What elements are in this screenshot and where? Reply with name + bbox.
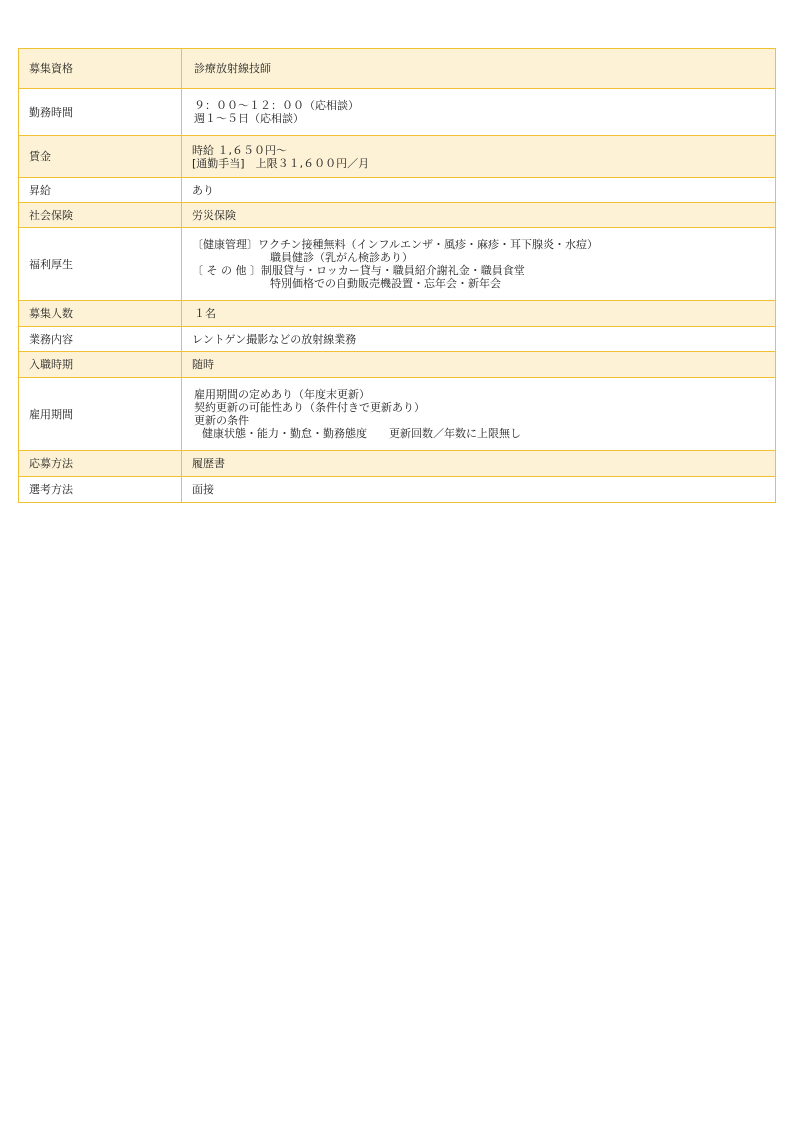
benefit-item: 制服貸与・ロッカー貸与・職員紹介謝礼金・職員食堂: [261, 264, 525, 277]
table-row-employment-period: [19, 378, 776, 451]
row-label: 賃金: [19, 136, 182, 178]
table-row-application-method: [19, 451, 776, 477]
row-value: [182, 89, 776, 136]
value-line: ９：００～１２：００（応相談）: [194, 99, 359, 112]
table-row-qualification: [19, 49, 776, 89]
row-value: [182, 136, 776, 178]
row-value: [182, 477, 776, 503]
value-line: 随時: [192, 358, 214, 371]
table-row-selection-method: [19, 477, 776, 503]
value-line: 契約更新の可能性あり（条件付きで更新あり）: [194, 401, 425, 414]
value-line: [通勤手当] 上限３１,６００円／月: [192, 156, 370, 170]
row-label: 福利厚生: [19, 228, 182, 301]
benefit-item: ワクチン接種無料（インフルエンザ・風疹・麻疹・耳下腺炎・水痘）: [258, 238, 599, 251]
recruitment-sheet: [18, 48, 775, 503]
value-line: 時給 １,６５０円～: [192, 143, 287, 157]
row-value: [182, 178, 776, 203]
value-line: 雇用期間の定めあり（年度末更新）: [194, 388, 370, 401]
value-line: 週１～５日（応相談）: [194, 112, 304, 125]
row-label: 募集資格: [19, 49, 182, 89]
row-value: [182, 451, 776, 477]
table-row-start-date: [19, 352, 776, 378]
row-value: [182, 327, 776, 352]
row-label: 勤務時間: [19, 89, 182, 136]
table-row-benefits: [19, 228, 776, 301]
value-line: あり: [192, 183, 214, 197]
row-value: [182, 49, 776, 89]
value-line: 診療放射線技師: [194, 62, 271, 75]
benefit-line: [192, 238, 775, 251]
benefit-heading: 〔 そ の 他 〕: [192, 264, 261, 277]
table-row-wage: [19, 136, 776, 178]
value-line: 更新の条件: [194, 414, 249, 427]
row-value: [182, 301, 776, 327]
row-label: 業務内容: [19, 327, 182, 352]
value-line: レントゲン撮影などの放射線業務: [192, 332, 357, 346]
renewal-conditions: 健康状態・能力・勤怠・勤務態度 更新回数／年数に上限無し: [202, 427, 521, 440]
benefit-item: 特別価格での自動販売機設置・忘年会・新年会: [270, 277, 501, 290]
table-row-working-hours: [19, 89, 776, 136]
row-value: [182, 203, 776, 228]
recruitment-table: [18, 48, 776, 503]
row-label: 募集人数: [19, 301, 182, 327]
row-value: [182, 352, 776, 378]
row-label: 応募方法: [19, 451, 182, 477]
row-label: 昇給: [19, 178, 182, 203]
row-label: 雇用期間: [19, 378, 182, 451]
value-line: 労災保険: [192, 208, 236, 222]
row-value: [182, 228, 776, 301]
benefit-line: [192, 264, 775, 277]
table-row-openings: [19, 301, 776, 327]
row-value: [182, 378, 776, 451]
benefit-heading: 〔健康管理〕: [192, 238, 258, 251]
row-label: 社会保険: [19, 203, 182, 228]
value-line: 履歴書: [192, 457, 225, 470]
row-label: 入職時期: [19, 352, 182, 378]
table-row-social-insurance: [19, 203, 776, 228]
row-label: 選考方法: [19, 477, 182, 503]
benefit-item: 職員健診（乳がん検診あり）: [270, 251, 413, 264]
table-row-raise: [19, 178, 776, 203]
value-line: １名: [194, 307, 216, 320]
table-row-job-description: [19, 327, 776, 352]
value-line: 面接: [192, 483, 214, 496]
